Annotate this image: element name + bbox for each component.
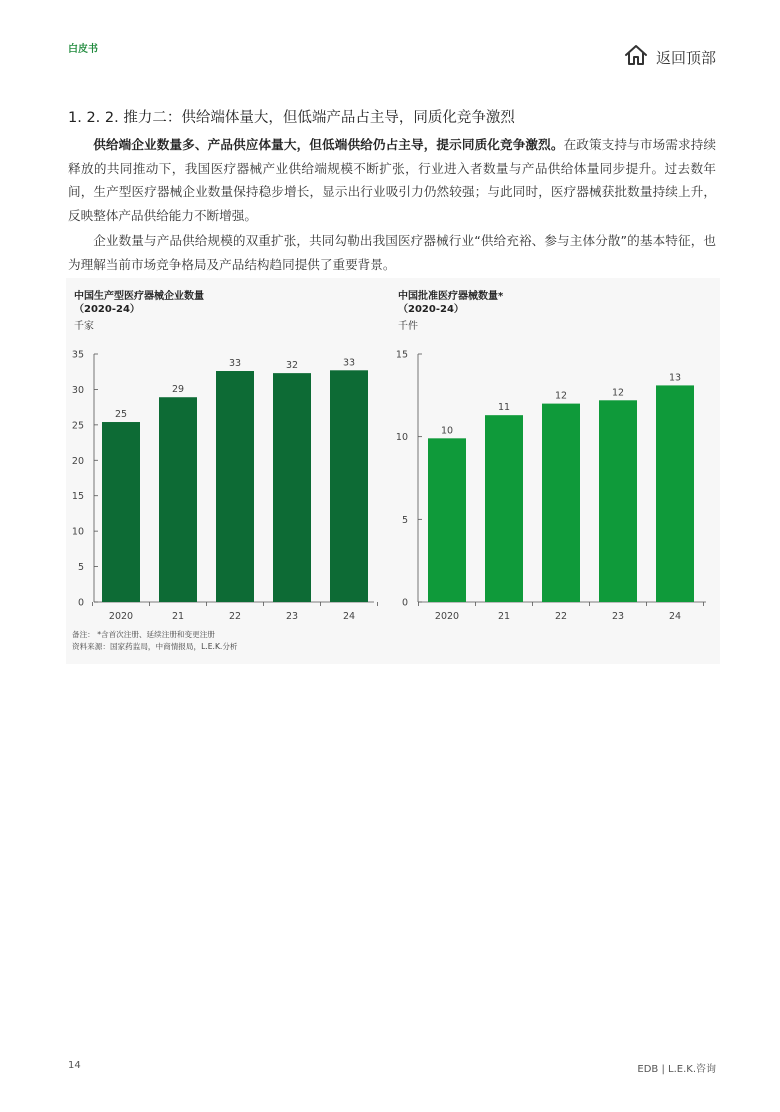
chart-2-data-label: 12 [554, 390, 568, 402]
paragraph-2: 企业数量与产品供给规模的双重扩张，共同勾勒出我国医疗器械行业“供给充裕、参与主体分散”的基本特征，也为理解当前市场竞争格局及产品结构趋同提供了重要背景。 [68, 233, 716, 272]
chart-1-data-label: 29 [171, 384, 185, 396]
chart-1-y-tick-label: 35 [71, 349, 84, 361]
chart-2-bar [599, 400, 637, 602]
chart-2-y-tick-label: 0 [401, 597, 408, 609]
footnotes [72, 629, 238, 653]
home-icon [624, 44, 648, 70]
chart-1-y-tick-label: 15 [71, 491, 84, 503]
footnote-note: 备注： *含首次注册、延续注册和变更注册 [72, 630, 215, 639]
chart-2-x-tick-label: 2020 [434, 611, 460, 622]
chart-2-x-tick-label: 21 [497, 611, 511, 622]
chart-2-y-tick-label: 5 [401, 514, 408, 526]
chart-2-bar [428, 438, 466, 602]
section-title: 1. 2. 2. 推力二：供给端体量大，但低端产品占主导，同质化竞争激烈 [68, 110, 515, 126]
footer-brand: EDB | L.E.K.咨询 [637, 1064, 716, 1075]
chart-2-x-tick-label: 23 [611, 611, 625, 622]
chart-2-x-tick-label: 24 [668, 611, 682, 622]
chart-1-bar [102, 422, 140, 602]
chart-1-x-tick-label: 2020 [108, 611, 134, 622]
chart-1-bar [159, 397, 197, 602]
chart-1-x-tick-label: 23 [285, 611, 299, 622]
chart-2-y-tick-label: 15 [395, 349, 408, 361]
chart-2-x-tick-label: 22 [554, 611, 568, 622]
chart-2-y-tick-label: 10 [395, 432, 408, 444]
paragraph-1-body: 在政策支持与市场需求持续释放的共同推动下，我国医疗器械产业供给端规模不断扩张，行业进入者数量与产品供给体量同步提升。过去数年间，生产型医疗器械企业数量保持稳步增长，显示出行业吸引力仍然较强；与此同时，医疗器械获批数量持续上升，反映整体产品供给能力不断增强。 [68, 137, 717, 223]
chart-1-subtitle: （2020-24） [74, 304, 140, 315]
chart-1-data-label: 25 [114, 409, 128, 421]
chart-2-data-label: 11 [497, 402, 511, 414]
chart-2-bar [485, 415, 523, 602]
chart-1-y-tick-label: 5 [77, 562, 84, 574]
body-text [68, 133, 716, 278]
chart-2-title: 中国批准医疗器械数量* [398, 291, 504, 302]
chart-1-bar [273, 373, 311, 602]
chart-1-bar [216, 371, 254, 602]
chart-2-data-label: 13 [668, 372, 682, 384]
chart-1-unit: 千家 [74, 321, 94, 332]
chart-2-bar [542, 404, 580, 602]
chart-2-unit: 千件 [398, 321, 418, 332]
chart-area [66, 278, 720, 664]
chart-1-y-tick-label: 10 [71, 526, 84, 538]
bar-charts [66, 278, 720, 664]
chart-1-bar [330, 370, 368, 602]
chart-1-y-tick-label: 25 [71, 420, 84, 432]
header-tag: 白皮书 [68, 44, 98, 55]
page-number: 14 [68, 1060, 81, 1071]
footnote-source: 资料来源：国家药监局，中商情报局，L.E.K.分析 [72, 642, 238, 651]
paragraph-1-lead: 供给端企业数量多、产品供应体量大，但低端供给仍占主导，提示同质化竞争激烈。 [93, 137, 564, 152]
chart-1-y-tick-label: 0 [77, 597, 84, 609]
chart-2-data-label: 10 [440, 425, 454, 437]
chart-1-data-label: 33 [228, 358, 242, 370]
chart-1-x-tick-label: 24 [342, 611, 356, 622]
chart-2-bar [656, 385, 694, 602]
chart-1-x-tick-label: 21 [171, 611, 185, 622]
chart-1-y-tick-label: 30 [71, 384, 84, 396]
chart-1-y-tick-label: 20 [71, 455, 84, 467]
chart-1-x-tick-label: 22 [228, 611, 242, 622]
chart-1-data-label: 33 [342, 357, 356, 369]
paragraph-1 [68, 133, 716, 227]
chart-2-subtitle: （2020-24） [398, 304, 464, 315]
chart-1-data-label: 32 [285, 360, 299, 372]
back-to-top-label: 返回顶部 [655, 48, 716, 67]
back-to-top-button[interactable] [624, 44, 716, 70]
chart-1-title: 中国生产型医疗器械企业数量 [74, 291, 204, 302]
chart-2-data-label: 12 [611, 387, 625, 399]
